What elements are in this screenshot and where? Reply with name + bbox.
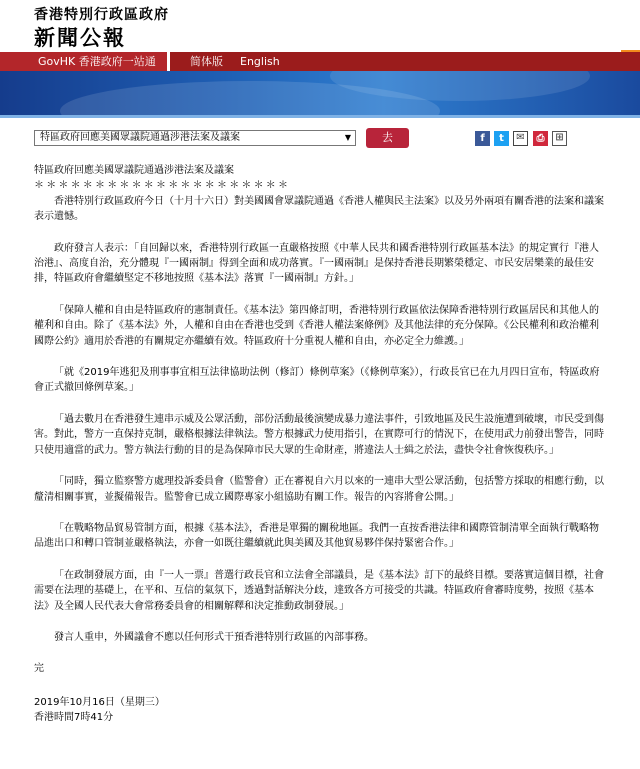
article-paragraph: 政府發言人表示：「自回歸以來，香港特別行政區一直嚴格按照《中華人民共和國香港特別行政區基本法》的規定實行『港人治港』、高度自治，充分體現『一國兩制』得到全面和成功落實。『一國兩制』是保持香港長期繁榮穩定、市民安居樂業的最佳安排，特區政府會繼續堅定不移地按照《基本法》落實『一國兩制』方針。」	[34, 242, 599, 285]
dropdown-arrow-icon: ▼	[344, 133, 351, 142]
facebook-icon[interactable]: f	[475, 131, 490, 146]
article-paragraph: 發言人重申，外國議會不應以任何形式干預香港特別行政區的內部事務。	[54, 631, 374, 643]
article-title: 特區政府回應美國眾議院通過涉港法案及議案	[34, 165, 234, 176]
header-banner	[0, 71, 640, 118]
top-navbar	[0, 52, 640, 71]
press-releases-title[interactable]: 新聞公報	[34, 26, 126, 50]
release-time: 香港時間7時41分	[34, 712, 114, 724]
press-release-select[interactable]	[34, 130, 356, 146]
twitter-icon[interactable]: t	[494, 131, 509, 146]
article-paragraph: 「就《2019年逃犯及刑事事宜相互法律協助法例（修訂）條例草案》（《條例草案》），行政長官已在九月四日宣布，特區政府會正式撤回條例草案。」	[34, 367, 600, 394]
article-paragraph: 「在戰略物品貿易管制方面，根據《基本法》，香港是單獨的關稅地區。我們一直按香港法律和國際管制清單全面執行戰略物品進出口和轉口管制並嚴格執法，亦會一如既往繼續就此與美國及其他貿易夥伴保持緊密合作。」	[34, 522, 599, 550]
end-mark: 完	[34, 663, 44, 675]
simplified-chinese-link[interactable]: 简体版	[190, 55, 223, 68]
article-body	[34, 163, 604, 726]
select-value: 特區政府回應美國眾議院通過涉港法案及議案	[40, 132, 240, 143]
article-paragraph: 「過去數月在香港發生連串示威及公眾活動，部份活動最後演變成暴力違法事件，引致地區及民生設施遭到破壞，市民受到傷害。對此，警方一直保持克制，嚴格根據法律執法。警方根據武力使用指引，在實際可行的情況下，在使用武力前發出警告，同時只使用適當的武力。警方執法行動的目的是為保障市民大眾的生命財產，將違法人士緝之於法，盡快令社會恢復秩序。」	[34, 413, 604, 456]
govhk-link[interactable]: GovHK 香港政府一站通	[0, 52, 167, 71]
english-link[interactable]: English	[240, 55, 280, 68]
article-toolbar	[0, 118, 640, 156]
page-header	[0, 0, 640, 52]
email-icon[interactable]: ✉	[513, 131, 528, 146]
nav-divider	[167, 52, 170, 71]
release-date: 2019年10月16日（星期三）	[34, 696, 165, 708]
go-button[interactable]: 去	[366, 128, 409, 148]
article-paragraph: 「在政制發展方面，由『一人一票』普選行政長官和立法會全部議員，是《基本法》訂下的最終目標。要落實這個目標，社會需要在法理的基礎上，在平和、互信的氣氛下，透過對話解決分歧，達致各方可接受的共識。特區政府會審時度勢，按照《基本法》及全國人民代表大會常務委員會的相關解釋和決定推動政制發展。」	[34, 569, 604, 612]
print-icon[interactable]: ⎙	[533, 131, 548, 146]
article-paragraph: 香港特別行政區政府今日（十月十六日）對美國國會眾議院通過《香港人權與民主法案》以及另外兩項有關香港的法案和議案表示遺憾。	[34, 195, 604, 223]
government-name: 香港特別行政區政府	[34, 7, 169, 23]
title-separator: ＊＊＊＊＊＊＊＊＊＊＊＊＊＊＊＊＊＊＊＊＊	[34, 180, 291, 192]
share-icon[interactable]: ⊞	[552, 131, 567, 146]
article-paragraph: 「保障人權和自由是特區政府的憲制責任。《基本法》第四條訂明，香港特別行政區依法保障香港特別行政區居民和其他人的權利和自由。除了《基本法》外，人權和自由在香港也受到《香港人權法案條例》及其他法律的充分保障。《公民權利和政治權利國際公約》適用於香港的有關規定亦繼續有效。特區政府十分重視人權和自由，亦必定全力維護。」	[34, 304, 599, 347]
article-paragraph: 「同時，獨立監察警方處理投訴委員會（監警會）正在審視自六月以來的一連串大型公眾活動，包括警方採取的相應行動，以釐清相關事實，並擬備報告。監警會已成立國際專家小組協助有關工作。報告的內容將會公開。」	[34, 476, 604, 503]
